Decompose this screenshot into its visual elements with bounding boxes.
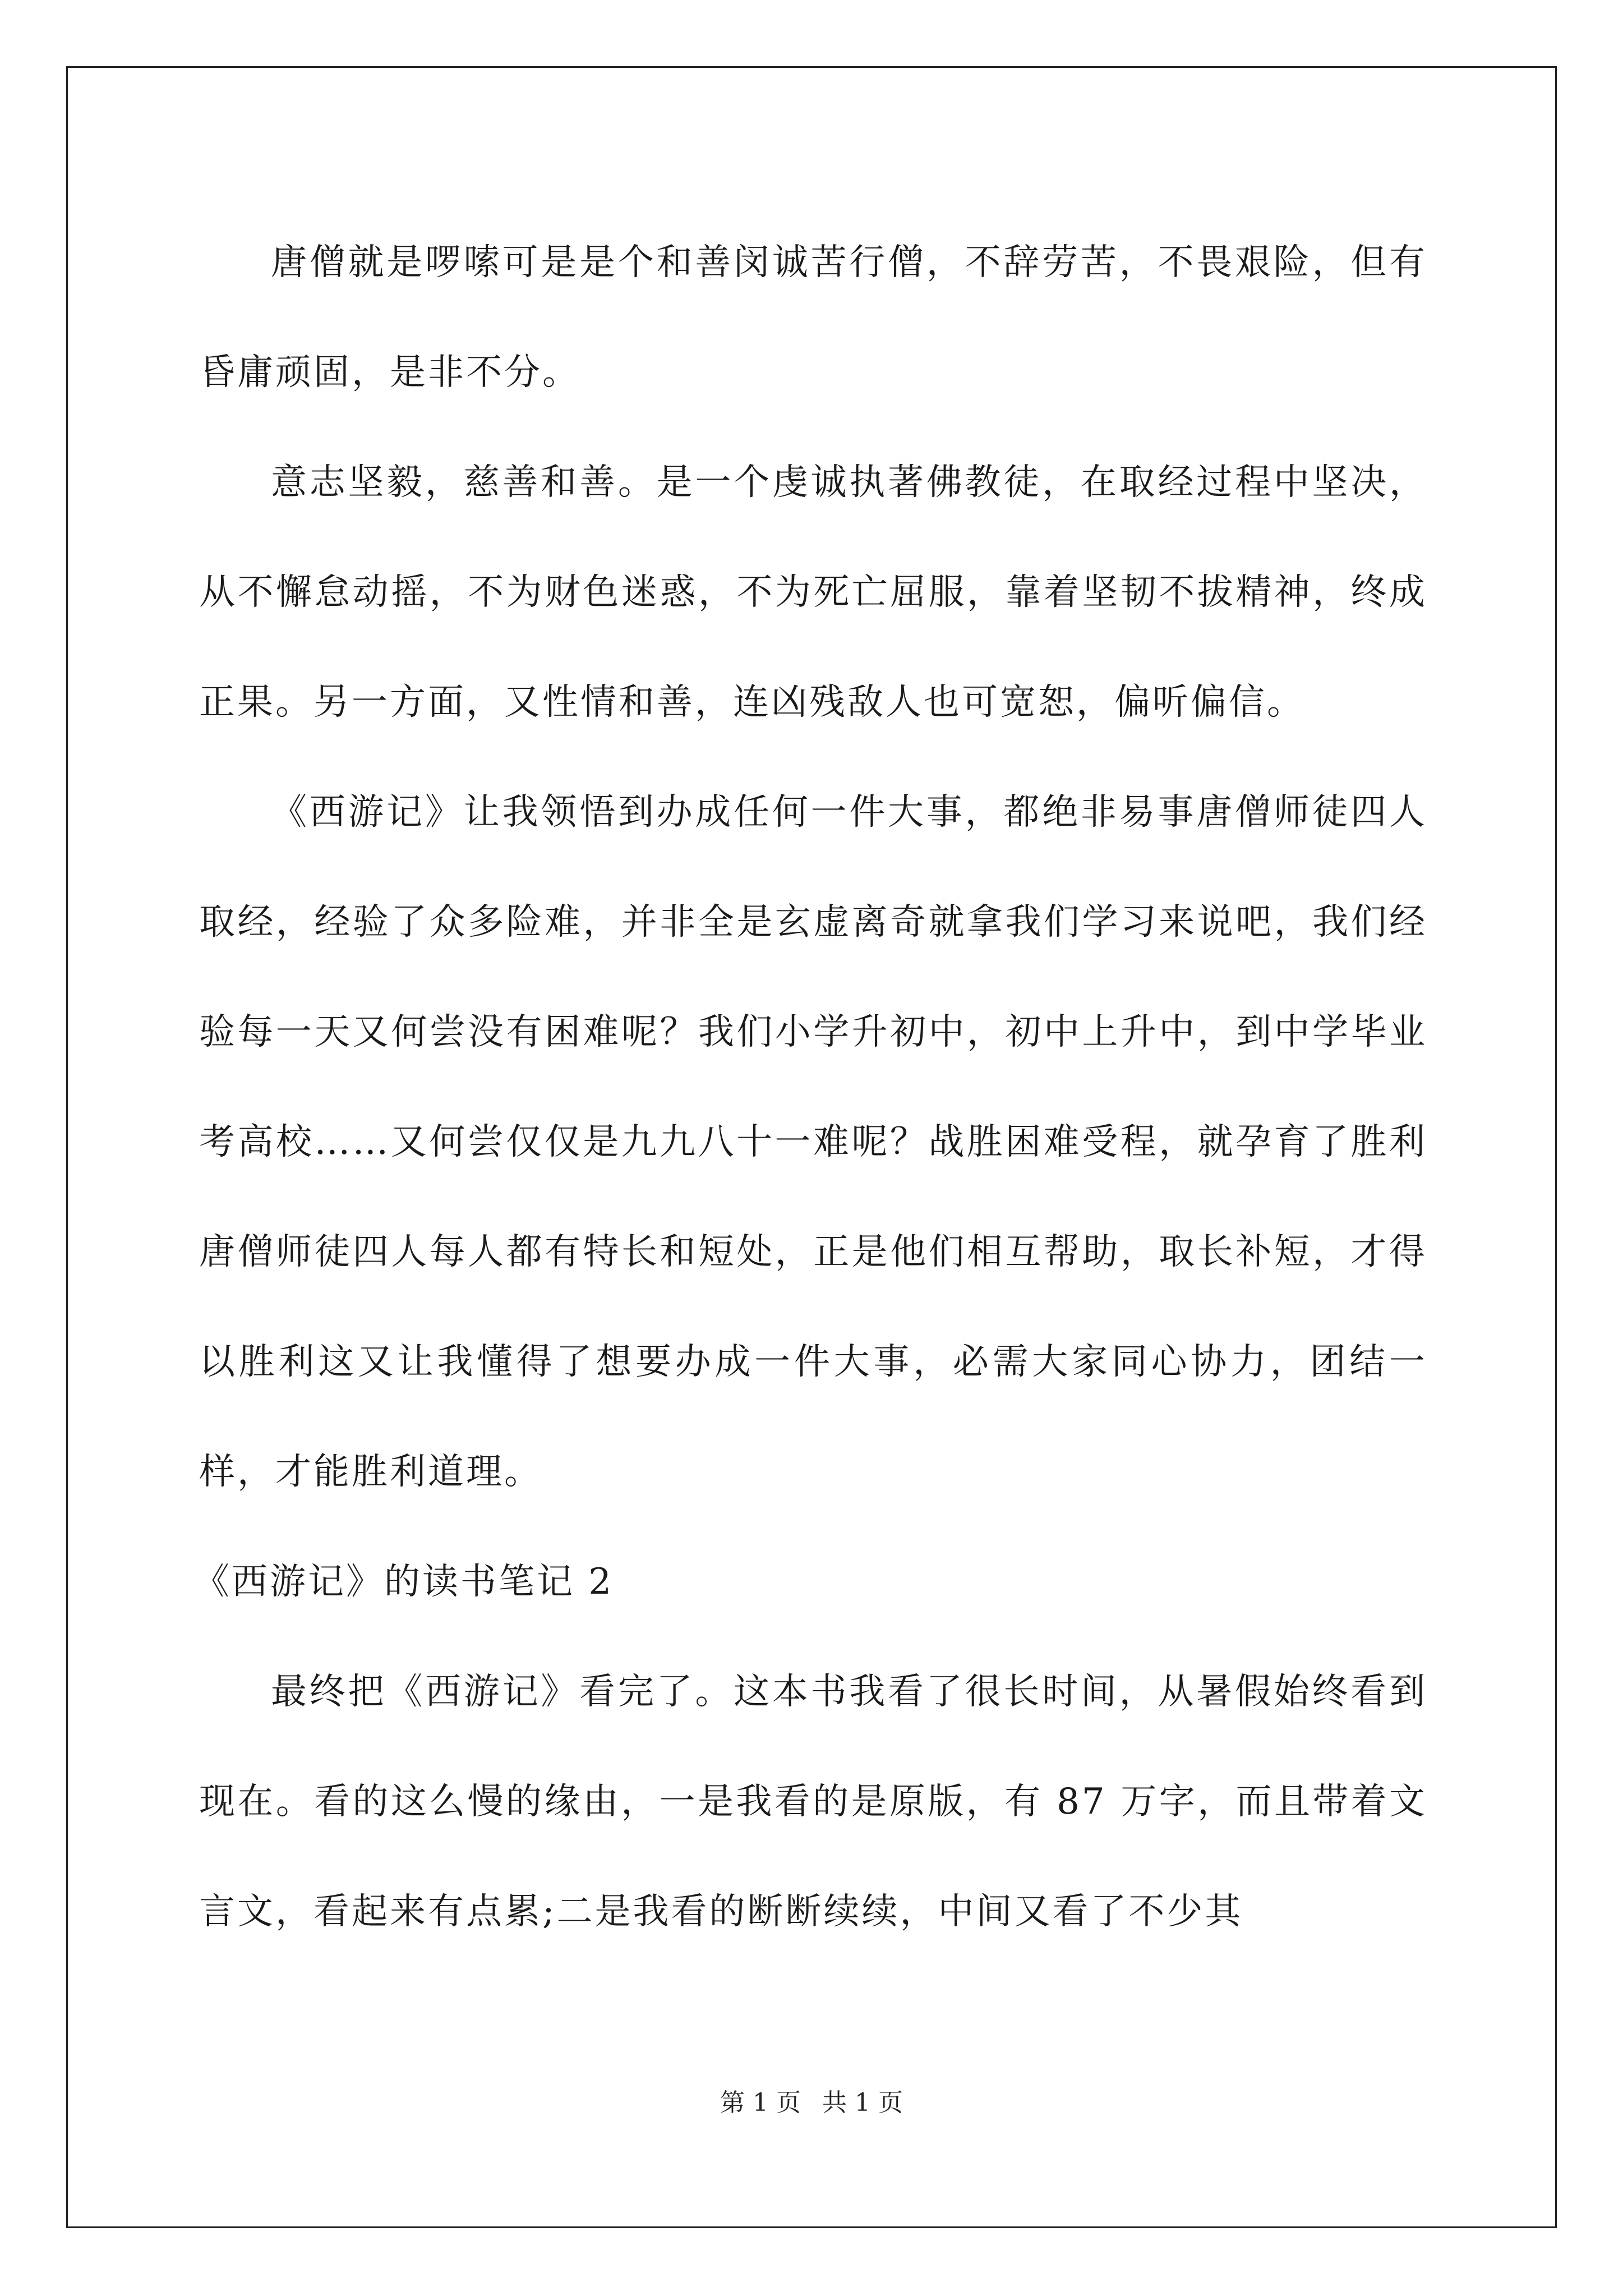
page-number: 第 1 页 xyxy=(720,2088,801,2117)
section-heading: 《西游记》的读书笔记 2 xyxy=(193,1561,614,1603)
paragraph-tang-seng: 唐僧就是啰嗦可是是个和善闵诚苦行僧，不辞劳苦，不畏艰险，但有昏庸顽固，是非不分。 xyxy=(199,242,1427,393)
paragraph-lesson: 《西游记》让我领悟到办成任何一件大事，都绝非易事唐僧师徒四人取经，经验了众多险难，并非全是玄虚离奇就拿我们学习来说吧，我们经验每一天又何尝没有困难呢？我们小学升初中，初中上升中，到中学毕业考高校……又何尝仅仅是九九八十一难呢？战胜困难受程，就孕育了胜利唐僧师徒四人每人都有特长和短处，正是他们相互帮助，取长补短，才得以胜利这又让我懂得了想要办成一件大事，必需大家同心协力，团结一样，才能胜利道理。 xyxy=(199,792,1427,1493)
page-footer xyxy=(0,2082,1623,2118)
paragraph-willpower: 意志坚毅，慈善和善。是一个虔诚执著佛教徒，在取经过程中坚决，从不懈怠动摇，不为财色迷惑，不为死亡屈服，靠着坚韧不拔精神，终成正果。另一方面，又性情和善，连凶残敌人也可宽恕，偏听偏信。 xyxy=(199,462,1427,723)
page-total: 共 1 页 xyxy=(822,2088,903,2117)
document-body xyxy=(193,208,1427,1967)
paragraph-finished-reading: 最终把《西游记》看完了。这本书我看了很长时间，从暑假始终看到现在。看的这么慢的缘由，一是我看的是原版，有 87 万字，而且带着文言文，看起来有点累;二是我看的断断续续，中间又看了不少其 xyxy=(199,1671,1427,1932)
